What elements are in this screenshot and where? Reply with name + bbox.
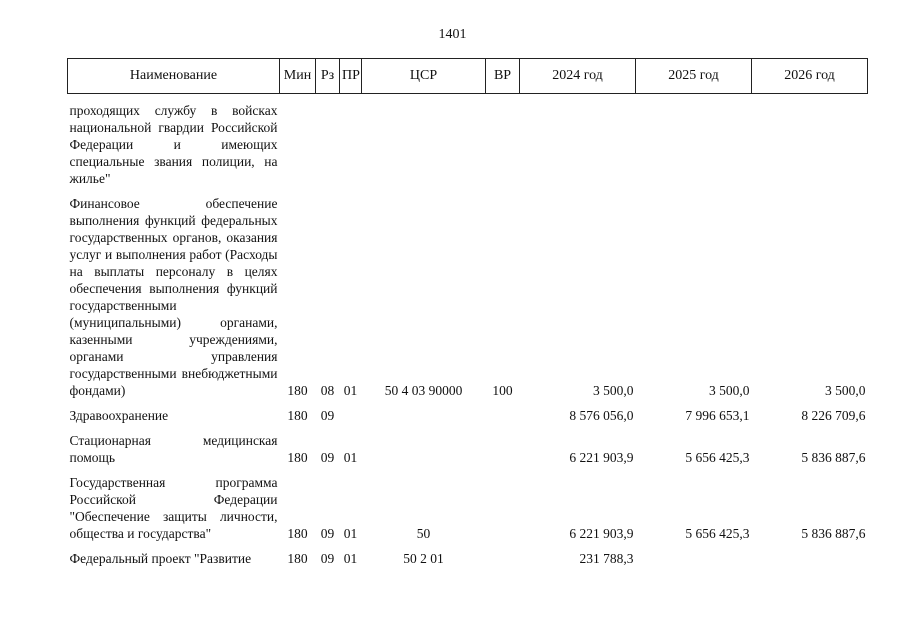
row-vr bbox=[486, 424, 520, 466]
row-min: 180 bbox=[287, 551, 308, 566]
row-rz bbox=[316, 94, 340, 188]
row-2026: 5 836 887,6 bbox=[801, 526, 866, 541]
row-2026: 5 836 887,6 bbox=[801, 450, 866, 465]
row-vr bbox=[486, 399, 520, 424]
row-rz: 09 bbox=[320, 526, 335, 541]
row-name: Государственная программа Российской Федерации "Обеспечение защиты личности, общества и государства" bbox=[69, 475, 278, 541]
row-2026: 8 226 709,6 bbox=[801, 408, 866, 423]
row-name: Федеральный проект "Развитие bbox=[69, 551, 252, 566]
table-row bbox=[68, 94, 868, 188]
row-min: 180 bbox=[287, 526, 308, 541]
header-pr: ПР bbox=[340, 59, 362, 94]
row-vr bbox=[486, 466, 520, 542]
row-2024: 231 788,3 bbox=[579, 551, 634, 566]
table-header-row bbox=[68, 59, 868, 94]
row-2025: 7 996 653,1 bbox=[685, 408, 750, 423]
row-csr bbox=[362, 424, 486, 466]
row-name: Здравоохранение bbox=[69, 408, 169, 423]
row-2026 bbox=[752, 94, 868, 188]
row-2026: 3 500,0 bbox=[825, 383, 866, 398]
row-2024: 8 576 056,0 bbox=[569, 408, 634, 423]
row-2024: 6 221 903,9 bbox=[569, 526, 634, 541]
row-min bbox=[280, 94, 316, 188]
table-row bbox=[68, 399, 868, 424]
table-row bbox=[68, 424, 868, 466]
table-row bbox=[68, 466, 868, 542]
page-number: 1401 bbox=[438, 27, 467, 42]
row-csr bbox=[362, 94, 486, 188]
row-2025: 3 500,0 bbox=[709, 383, 750, 398]
row-pr bbox=[340, 399, 362, 424]
header-rz: Рз bbox=[316, 59, 340, 94]
row-pr: 01 bbox=[343, 450, 358, 465]
row-rz: 08 bbox=[320, 383, 335, 398]
header-vr: ВР bbox=[486, 59, 520, 94]
row-2025 bbox=[636, 94, 752, 188]
header-2026: 2026 год bbox=[752, 59, 868, 94]
row-vr bbox=[486, 542, 520, 567]
row-csr: 50 2 01 bbox=[403, 551, 444, 566]
header-min: Мин bbox=[280, 59, 316, 94]
row-min: 180 bbox=[287, 408, 308, 423]
row-pr: 01 bbox=[343, 526, 358, 541]
row-rz: 09 bbox=[320, 450, 335, 465]
row-2024: 6 221 903,9 bbox=[569, 450, 634, 465]
row-2024 bbox=[520, 94, 636, 188]
row-name: проходящих службу в войсках национальной гвардии Российской Федерации и имеющих специальные звания полиции, на жилье" bbox=[69, 103, 278, 186]
row-csr bbox=[362, 399, 486, 424]
row-csr: 50 bbox=[416, 526, 431, 541]
row-2025 bbox=[636, 542, 752, 567]
row-name: Финансовое обеспечение выполнения функций федеральных государственных органов, оказания услуг и выполнения работ (Расходы на выплаты персоналу в целях обеспечения выполнения функций государственными (муниципальными) органами, казенными учреждениями, органами управления государственными внебюджетными фондами) bbox=[69, 196, 278, 398]
row-2024: 3 500,0 bbox=[593, 383, 634, 398]
table-row bbox=[68, 187, 868, 399]
header-2024: 2024 год bbox=[520, 59, 636, 94]
row-vr: 100 bbox=[492, 383, 513, 398]
row-vr bbox=[486, 94, 520, 188]
budget-table bbox=[67, 58, 868, 567]
header-2025: 2025 год bbox=[636, 59, 752, 94]
row-2025: 5 656 425,3 bbox=[685, 450, 750, 465]
row-rz: 09 bbox=[320, 551, 335, 566]
row-2026 bbox=[752, 542, 868, 567]
header-name: Наименование bbox=[68, 59, 280, 94]
row-min: 180 bbox=[287, 383, 308, 398]
row-pr bbox=[340, 94, 362, 188]
row-min: 180 bbox=[287, 450, 308, 465]
row-csr: 50 4 03 90000 bbox=[384, 383, 463, 398]
row-rz: 09 bbox=[320, 408, 335, 423]
header-csr: ЦСР bbox=[362, 59, 486, 94]
row-name: Стационарная медицинская помощь bbox=[69, 433, 278, 465]
row-2025: 5 656 425,3 bbox=[685, 526, 750, 541]
row-pr: 01 bbox=[343, 551, 358, 566]
row-pr: 01 bbox=[343, 383, 358, 398]
table-row bbox=[68, 542, 868, 567]
